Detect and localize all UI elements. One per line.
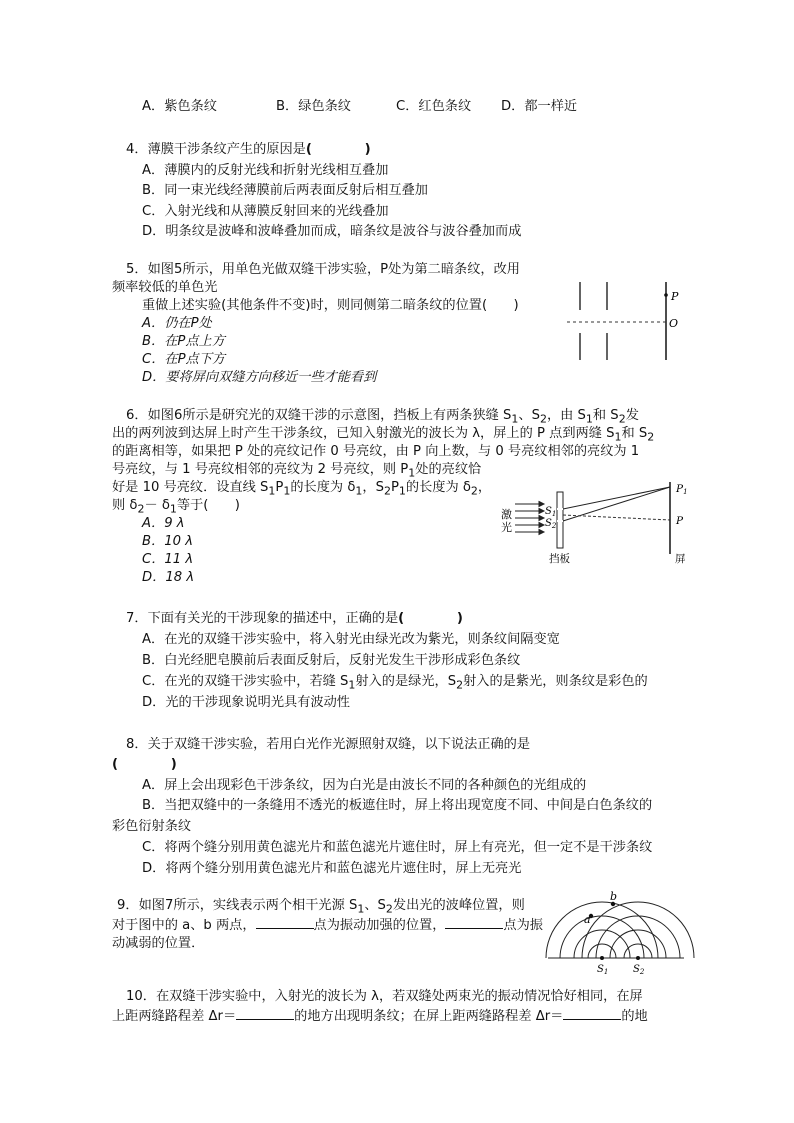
q8-option-b-line1: B．当把双缝中的一条缝用不透光的板遮住时，屏上将出现宽度不同、中间是白色条纹的 (142, 798, 653, 813)
figure-7-wavefronts (548, 880, 688, 978)
q6-stem-line1: 6．如图6所示是研究光的双缝干涉的示意图，挡板上有两条狭缝 $S_1$、$S_2$，由 $S_1$和 $S_2$发 (126, 408, 639, 426)
q6-stem-line4: 号亮纹，与 1 号亮纹相邻的亮纹为 2 号亮纹，则 $P_1$处的亮纹恰 (112, 462, 482, 480)
fig6-label-laser-2: 光 (501, 521, 512, 534)
q6-option-c: C．11 λ (142, 552, 194, 567)
q4-option-c: C．入射光线和从薄膜反射回来的光线叠加 (142, 204, 389, 219)
q7-option-c: C．在光的双缝干涉实验中，若缝 $S_1$射入的是绿光，$S_2$射入的是紫光，则条纹是彩色的 (142, 674, 648, 692)
q3-option-d: D．都一样近 (501, 99, 578, 114)
q8-option-b-line2: 彩色衍射条纹 (112, 819, 192, 834)
q5-option-c: C．在P点下方 (142, 352, 226, 367)
q6-option-d: D．18 λ (142, 570, 195, 585)
q5-stem-line2: 频率较低的单色光 (112, 280, 218, 295)
q4-answer-paren: ( ) (305, 142, 371, 157)
q5-stem-line3: 重做上述实验(其他条件不变)时，则同侧第二暗条纹的位置( ) (142, 298, 519, 313)
q9-blank-2[interactable] (445, 916, 503, 929)
q9-stem-line2: 对于图中的 a、b 两点， 点为振动加强的位置， 点为振 (112, 918, 543, 933)
q3-option-c: C．红色条纹 (396, 99, 472, 114)
fig7-label-s2: $S_2$ (633, 964, 645, 976)
q5-option-b: B．在P点上方 (142, 334, 225, 349)
fig7-label-a: a (584, 913, 591, 926)
q9-stem-line3: 动减弱的位置． (112, 936, 205, 951)
q4-option-b: B．同一束光线经薄膜前后两表面反射后相互叠加 (142, 183, 428, 198)
q9-stem-line1: 9．如图7所示，实线表示两个相干光源 $S_1$、$S_2$发出光的波峰位置，则 (117, 898, 525, 916)
q10-stem-line2: 上距两缝路程差 Δr＝ 的地方出现明条纹；在屏上距两缝路程差 Δr＝ 的地 (112, 1009, 648, 1024)
q5-stem-line1: 5．如图5所示，用单色光做双缝干涉实验，P处为第二暗条纹，改用 (126, 262, 520, 277)
fig6-label-laser-1: 激 (501, 508, 512, 521)
q7-option-d: D．光的干涉现象说明光具有波动性 (142, 695, 350, 710)
q6-stem-line3: 的距离相等，如果把 P 处的亮纹记作 0 号亮纹，由 P 向上数，与 0 号亮纹相邻的亮纹为 1 (112, 444, 640, 459)
q8-option-c: C．将两个缝分别用黄色滤光片和蓝色滤光片遮住时，屏上有亮光，但一定不是干涉条纹 (142, 840, 653, 855)
q7-answer-paren: ( ) (398, 611, 463, 626)
fig6-label-p: P (676, 515, 684, 527)
q4-option-d: D．明条纹是波峰和波峰叠加而成，暗条纹是波谷与波谷叠加而成 (142, 224, 522, 239)
q10-blank-2[interactable] (563, 1007, 621, 1020)
q5-option-d: D．要将屏向双缝方向移近一些才能看到 (142, 370, 377, 385)
fig5-label-o: O (669, 317, 679, 330)
q6-stem-line6: 则 $\delta_2- \delta_1$等于( ) (112, 498, 240, 516)
figure-5-double-slit (565, 280, 695, 364)
q6-stem-line5: 好是 10 号亮纹．设直线 $S_1P_1$的长度为 $\delta_1$，$S_2P_1$的长度为 $\delta_2$， (112, 480, 492, 498)
q5-option-a: A．仍在P处 (142, 316, 212, 331)
fig5-label-p: P (671, 290, 679, 303)
q10-stem-line1: 10．在双缝干涉实验中，入射光的波长为 λ，若双缝处两束光的振动情况恰好相同，在屏 (126, 989, 643, 1004)
q8-answer-paren: ( ) (112, 757, 177, 772)
q7-option-a: A．在光的双缝干涉实验中，将入射光由绿光改为紫光，则条纹间隔变宽 (142, 632, 560, 647)
fig7-label-b: b (610, 890, 618, 903)
q7-stem: 7．下面有关光的干涉现象的描述中，正确的是( ) (126, 611, 463, 626)
q8-stem: 8．关于双缝干涉实验，若用白光作光源照射双缝，以下说法正确的是 (126, 737, 531, 752)
fig6-label-screen: 屏 (675, 553, 686, 565)
q3-option-b: B．绿色条纹 (276, 99, 351, 114)
figure-6-laser-double-slit (495, 478, 705, 566)
fig6-label-p1: P1 (676, 483, 688, 496)
q8-option-a: A．屏上会出现彩色干涉条纹，因为白光是由波长不同的各种颜色的光组成的 (142, 778, 587, 793)
fig6-label-barrier: 挡板 (549, 553, 570, 565)
q6-option-b: B．10 λ (142, 534, 194, 549)
q7-option-b: B．白光经肥皂膜前后表面反射后，反射光发生干涉形成彩色条纹 (142, 653, 521, 668)
q3-option-a: A．紫色条纹 (142, 99, 217, 114)
fig6-label-s1: $S_1$ (545, 506, 557, 518)
q4-option-a: A．薄膜内的反射光线和折射光线相互叠加 (142, 163, 389, 178)
q9-blank-1[interactable] (256, 916, 314, 929)
q10-blank-1[interactable] (236, 1007, 294, 1020)
fig7-label-s1: $S_1$ (597, 964, 609, 976)
q6-stem-line2: 出的两列波到达屏上时产生干涉条纹，已知入射激光的波长为 λ，屏上的 P 点到两缝 $S_1$和 $S_2$ (112, 426, 655, 444)
q4-stem: 4．薄膜干涉条纹产生的原因是( ) (126, 142, 371, 157)
q6-option-a: A．9 λ (142, 516, 185, 531)
q8-option-d: D．将两个缝分别用黄色滤光片和蓝色滤光片遮住时，屏上无亮光 (142, 861, 522, 876)
fig6-label-s2: $S_2$ (545, 518, 557, 530)
